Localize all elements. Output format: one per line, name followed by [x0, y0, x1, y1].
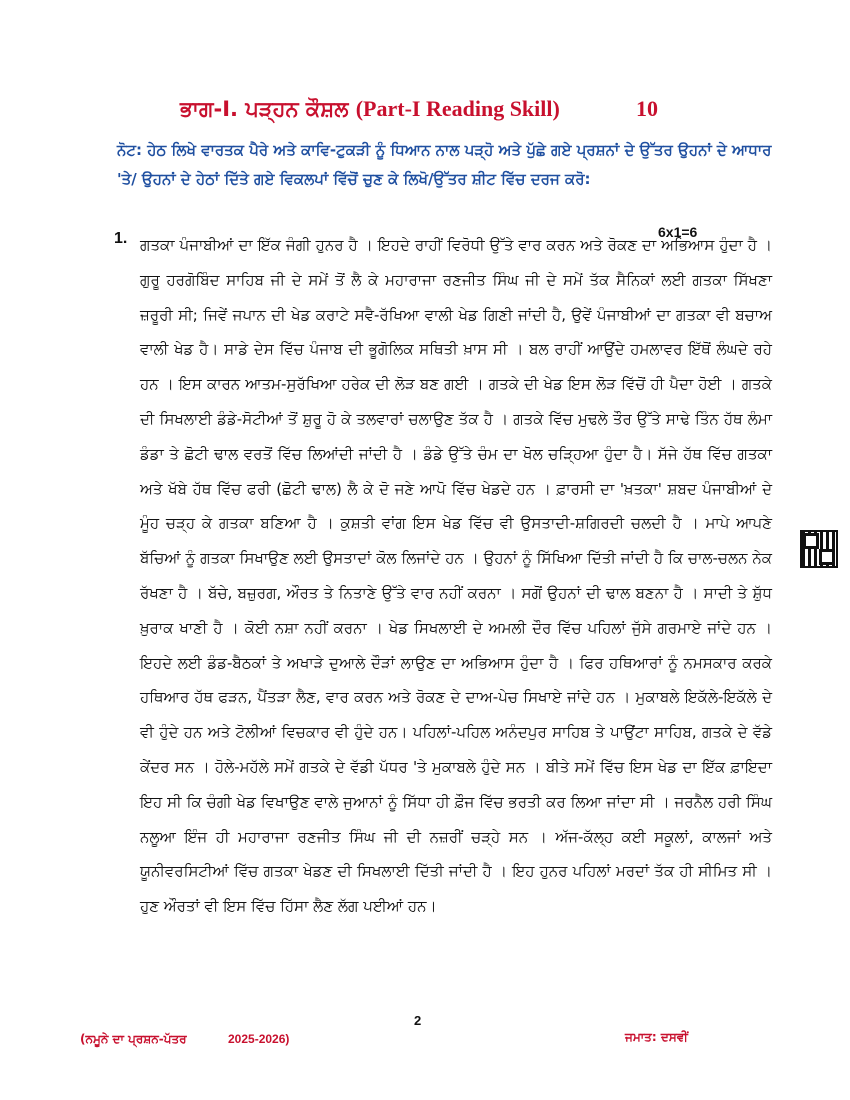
footer-paper-type: (ਨਮੂਨੇ ਦਾ ਪ੍ਰਸ਼ਨ-ਪੱਤਰ	[80, 1032, 187, 1046]
question-number: 1.	[114, 230, 128, 247]
reading-passage: ਗਤਕਾ ਪੰਜਾਬੀਆਂ ਦਾ ਇੱਕ ਜੰਗੀ ਹੁਨਰ ਹੈ । ਇਹਦੇ ਰਾਹੀਂ ਵਿਰੋਧੀ ਉੱਤੇ ਵਾਰ ਕਰਨ ਅਤੇ ਰੋਕਣ ਦਾ ਅਭਿਆਸ ਹੁੰਦਾ ਹੈ । ਗੁਰੂ ਹਰਗੋਬਿੰਦ ਸਾਹਿਬ ਜੀ ਦੇ ਸਮੇਂ ਤੋਂ ਲੈ ਕੇ ਮਹਾਰਾਜਾ ਰਣਜੀਤ ਸਿੰਘ ਜੀ ਦੇ ਸਮੇਂ ਤੱਕ ਸੈਨਿਕਾਂ ਲਈ ਗਤਕਾ ਸਿੱਖਣਾ ਜ਼ਰੂਰੀ ਸੀ; ਜਿਵੇਂ ਜਪਾਨ ਦੀ ਖੇਡ ਕਰਾਟੇ ਸਵੈ-ਰੱਖਿਆ ਵਾਲੀ ਖੇਡ ਗਿਣੀ ਜਾਂਦੀ ਹੈ, ਉਵੇਂ ਪੰਜਾਬੀਆਂ ਦਾ ਗਤਕਾ ਵੀ ਬਚਾਅ ਵਾਲੀ ਖੇਡ ਹੈ। ਸਾਡੇ ਦੇਸ ਵਿੱਚ ਪੰਜਾਬ ਦੀ ਭੂਗੋਲਿਕ ਸਥਿਤੀ ਖ਼ਾਸ ਸੀ । ਬਲ ਰਾਹੀਂ ਆਉਂਦੇ ਹਮਲਾਵਰ ਇੱਥੋਂ ਲੰਘਦੇ ਰਹੇ ਹਨ । ਇਸ ਕਾਰਨ ਆਤਮ-ਸੁਰੱਖਿਆ ਹਰੇਕ ਦੀ ਲੋੜ ਬਣ ਗਈ । ਗਤਕੇ ਦੀ ਖੇਡ ਇਸ ਲੋੜ ਵਿੱਚੋਂ ਹੀ ਪੈਦਾ ਹੋਈ । ਗਤਕੇ ਦੀ ਸਿਖਲਾਈ ਡੰਡੇ-ਸੋਟੀਆਂ ਤੋਂ ਸ਼ੁਰੂ ਹੋ ਕੇ ਤਲਵਾਰਾਂ ਚਲਾਉਣ ਤੱਕ ਹੈ । ਗਤਕੇ ਵਿੱਚ ਮੁਢਲੇ ਤੌਰ ਉੱਤੇ ਸਾਢੇ ਤਿੰਨ ਹੱਥ ਲੰਮਾ ਡੰਡਾ ਤੇ ਛੋਟੀ ਢਾਲ ਵਰਤੋਂ ਵਿੱਚ ਲਿਆਂਦੀ ਜਾਂਦੀ ਹੈ । ਡੰਡੇ ਉੱਤੇ ਚੰਮ ਦਾ ਖੋਲ ਚੜ੍ਹਿਆ ਹੁੰਦਾ ਹੈ। ਸੱਜੇ ਹੱਥ ਵਿੱਚ ਗਤਕਾ ਅਤੇ ਖੱਬੇ ਹੱਥ ਵਿੱਚ ਫਰੀ (ਛੋਟੀ ਢਾਲ) ਲੈ ਕੇ ਦੋ ਜਣੇ ਆਪੋ ਵਿੱਚ ਖੇਡਦੇ ਹਨ । ਫ਼ਾਰਸੀ ਦਾ 'ਖ਼ਤਕਾ' ਸ਼ਬਦ ਪੰਜਾਬੀਆਂ ਦੇ ਮੂੰਹ ਚੜ੍ਹ ਕੇ ਗਤਕਾ ਬਣਿਆ ਹੈ । ਕੁਸ਼ਤੀ ਵਾਂਗ ਇਸ ਖੇਡ ਵਿੱਚ ਵੀ ਉਸਤਾਦੀ-ਸ਼ਗਿਰਦੀ ਚਲਦੀ ਹੈ । ਮਾਪੇ ਆਪਣੇ ਬੱਚਿਆਂ ਨੂੰ ਗਤਕਾ ਸਿਖਾਉਣ ਲਈ ਉਸਤਾਦਾਂ ਕੋਲ ਲਿਜਾਂਦੇ ਹਨ । ਉਹਨਾਂ ਨੂੰ ਸਿੱਖਿਆ ਦਿੱਤੀ ਜਾਂਦੀ ਹੈ ਕਿ ਚਾਲ-ਚਲਨ ਨੇਕ ਰੱਖਣਾ ਹੈ । ਬੱਚੇ, ਬਜ਼ੁਰਗ, ਔਰਤ ਤੇ ਨਿਤਾਣੇ ਉੱਤੇ ਵਾਰ ਨਹੀਂ ਕਰਨਾ । ਸਗੋਂ ਉਹਨਾਂ ਦੀ ਢਾਲ ਬਣਨਾ ਹੈ । ਸਾਦੀ ਤੇ ਸ਼ੁੱਧ ਖ਼ੁਰਾਕ ਖਾਣੀ ਹੈ । ਕੋਈ ਨਸ਼ਾ ਨਹੀਂ ਕਰਨਾ । ਖੇਡ ਸਿਖਲਾਈ ਦੇ ਅਮਲੀ ਦੌਰ ਵਿੱਚ ਪਹਿਲਾਂ ਜੁੱਸੇ ਗਰਮਾਏ ਜਾਂਦੇ ਹਨ । ਇਹਦੇ ਲਈ ਡੰਡ-ਬੈਠਕਾਂ ਤੇ ਅਖਾੜੇ ਦੁਆਲੇ ਦੌੜਾਂ ਲਾਉਣ ਦਾ ਅਭਿਆਸ ਹੁੰਦਾ ਹੈ । ਫਿਰ ਹਥਿਆਰਾਂ ਨੂੰ ਨਮਸਕਾਰ ਕਰਕੇ ਹਥਿਆਰ ਹੱਥ ਫੜਨ, ਪੈਂਤੜਾ ਲੈਣ, ਵਾਰ ਕਰਨ ਅਤੇ ਰੋਕਣ ਦੇ ਦਾਅ-ਪੇਚ ਸਿਖਾਏ ਜਾਂਦੇ ਹਨ । ਮੁਕਾਬਲੇ ਇਕੱਲੇ-ਇਕੱਲੇ ਦੇ ਵੀ ਹੁੰਦੇ ਹਨ ਅਤੇ ਟੋਲੀਆਂ ਵਿਚਕਾਰ ਵੀ ਹੁੰਦੇ ਹਨ। ਪਹਿਲਾਂ-ਪਹਿਲ ਅਨੰਦਪੁਰ ਸਾਹਿਬ ਤੇ ਪਾਉਂਟਾ ਸਾਹਿਬ, ਗਤਕੇ ਦੇ ਵੱਡੇ ਕੇਂਦਰ ਸਨ । ਹੋਲੇ-ਮਹੱਲੇ ਸਮੇਂ ਗਤਕੇ ਦੇ ਵੱਡੀ ਪੱਧਰ 'ਤੇ ਮੁਕਾਬਲੇ ਹੁੰਦੇ ਸਨ । ਬੀਤੇ ਸਮੇਂ ਵਿੱਚ ਇਸ ਖੇਡ ਦਾ ਇੱਕ ਫ਼ਾਇਦਾ ਇਹ ਸੀ ਕਿ ਚੰਗੀ ਖੇਡ ਵਿਖਾਉਣ ਵਾਲੇ ਜੁਆਨਾਂ ਨੂੰ ਸਿੱਧਾ ਹੀ ਫ਼ੌਜ ਵਿੱਚ ਭਰਤੀ ਕਰ ਲਿਆ ਜਾਂਦਾ ਸੀ । ਜਰਨੈਲ ਹਰੀ ਸਿੰਘ ਨਲੂਆ ਇੰਜ ਹੀ ਮਹਾਰਾਜਾ ਰਣਜੀਤ ਸਿੰਘ ਜੀ ਦੀ ਨਜ਼ਰੀਂ ਚੜ੍ਹੇ ਸਨ । ਅੱਜ-ਕੱਲ੍ਹ ਕਈ ਸਕੂਲਾਂ, ਕਾਲਜਾਂ ਅਤੇ ਯੂਨੀਵਰਸਿਟੀਆਂ ਵਿੱਚ ਗਤਕਾ ਖੇਡਣ ਦੀ ਸਿਖਲਾਈ ਦਿੱਤੀ ਜਾਂਦੀ ਹੈ । ਇਹ ਹੁਨਰ ਪਹਿਲਾਂ ਮਰਦਾਂ ਤੱਕ ਹੀ ਸੀਮਿਤ ਸੀ । ਹੁਣ ਔਰਤਾਂ ਵੀ ਇਸ ਵਿੱਚ ਹਿੱਸਾ ਲੈਣ ਲੱਗ ਪਈਆਂ ਹਨ।	[140, 236, 772, 916]
page-number: 2	[414, 1013, 422, 1028]
section-title-punjabi: ਭਾਗ-I. ਪੜ੍ਹਨ ਕੌਸ਼ਲ	[180, 97, 349, 121]
section-marks: 10	[636, 96, 658, 121]
section-title-english: (Part-I Reading Skill)	[355, 96, 560, 121]
section-heading	[180, 96, 740, 132]
qr-code-icon[interactable]	[800, 530, 838, 568]
instructions-note: ਨੋਟ: ਹੇਠ ਲਿਖੇ ਵਾਰਤਕ ਪੈਰੇ ਅਤੇ ਕਾਵਿ-ਟੁਕੜੀ ਨੂੰ ਧਿਆਨ ਨਾਲ ਪੜ੍ਹੋ ਅਤੇ ਪੁੱਛੇ ਗਏ ਪ੍ਰਸ਼ਨਾਂ ਦੇ ਉੱਤਰ ਉਹਨਾਂ ਦੇ ਆਧਾਰ 'ਤੇ/ ਉਹਨਾਂ ਦੇ ਹੇਠਾਂ ਦਿੱਤੇ ਗਏ ਵਿਕਲਪਾਂ ਵਿੱਚੋਂ ਚੁਣ ਕੇ ਲਿਖੋ/ਉੱਤਰ ਸ਼ੀਟ ਵਿੱਚ ਦਰਜ ਕਰੋ:	[117, 141, 772, 188]
footer-year: 2025-2026)	[228, 1032, 290, 1046]
footer-class: ਜਮਾਤ: ਦਸਵੀਂ	[625, 1030, 688, 1044]
question-score: 6x1=6	[658, 224, 698, 240]
